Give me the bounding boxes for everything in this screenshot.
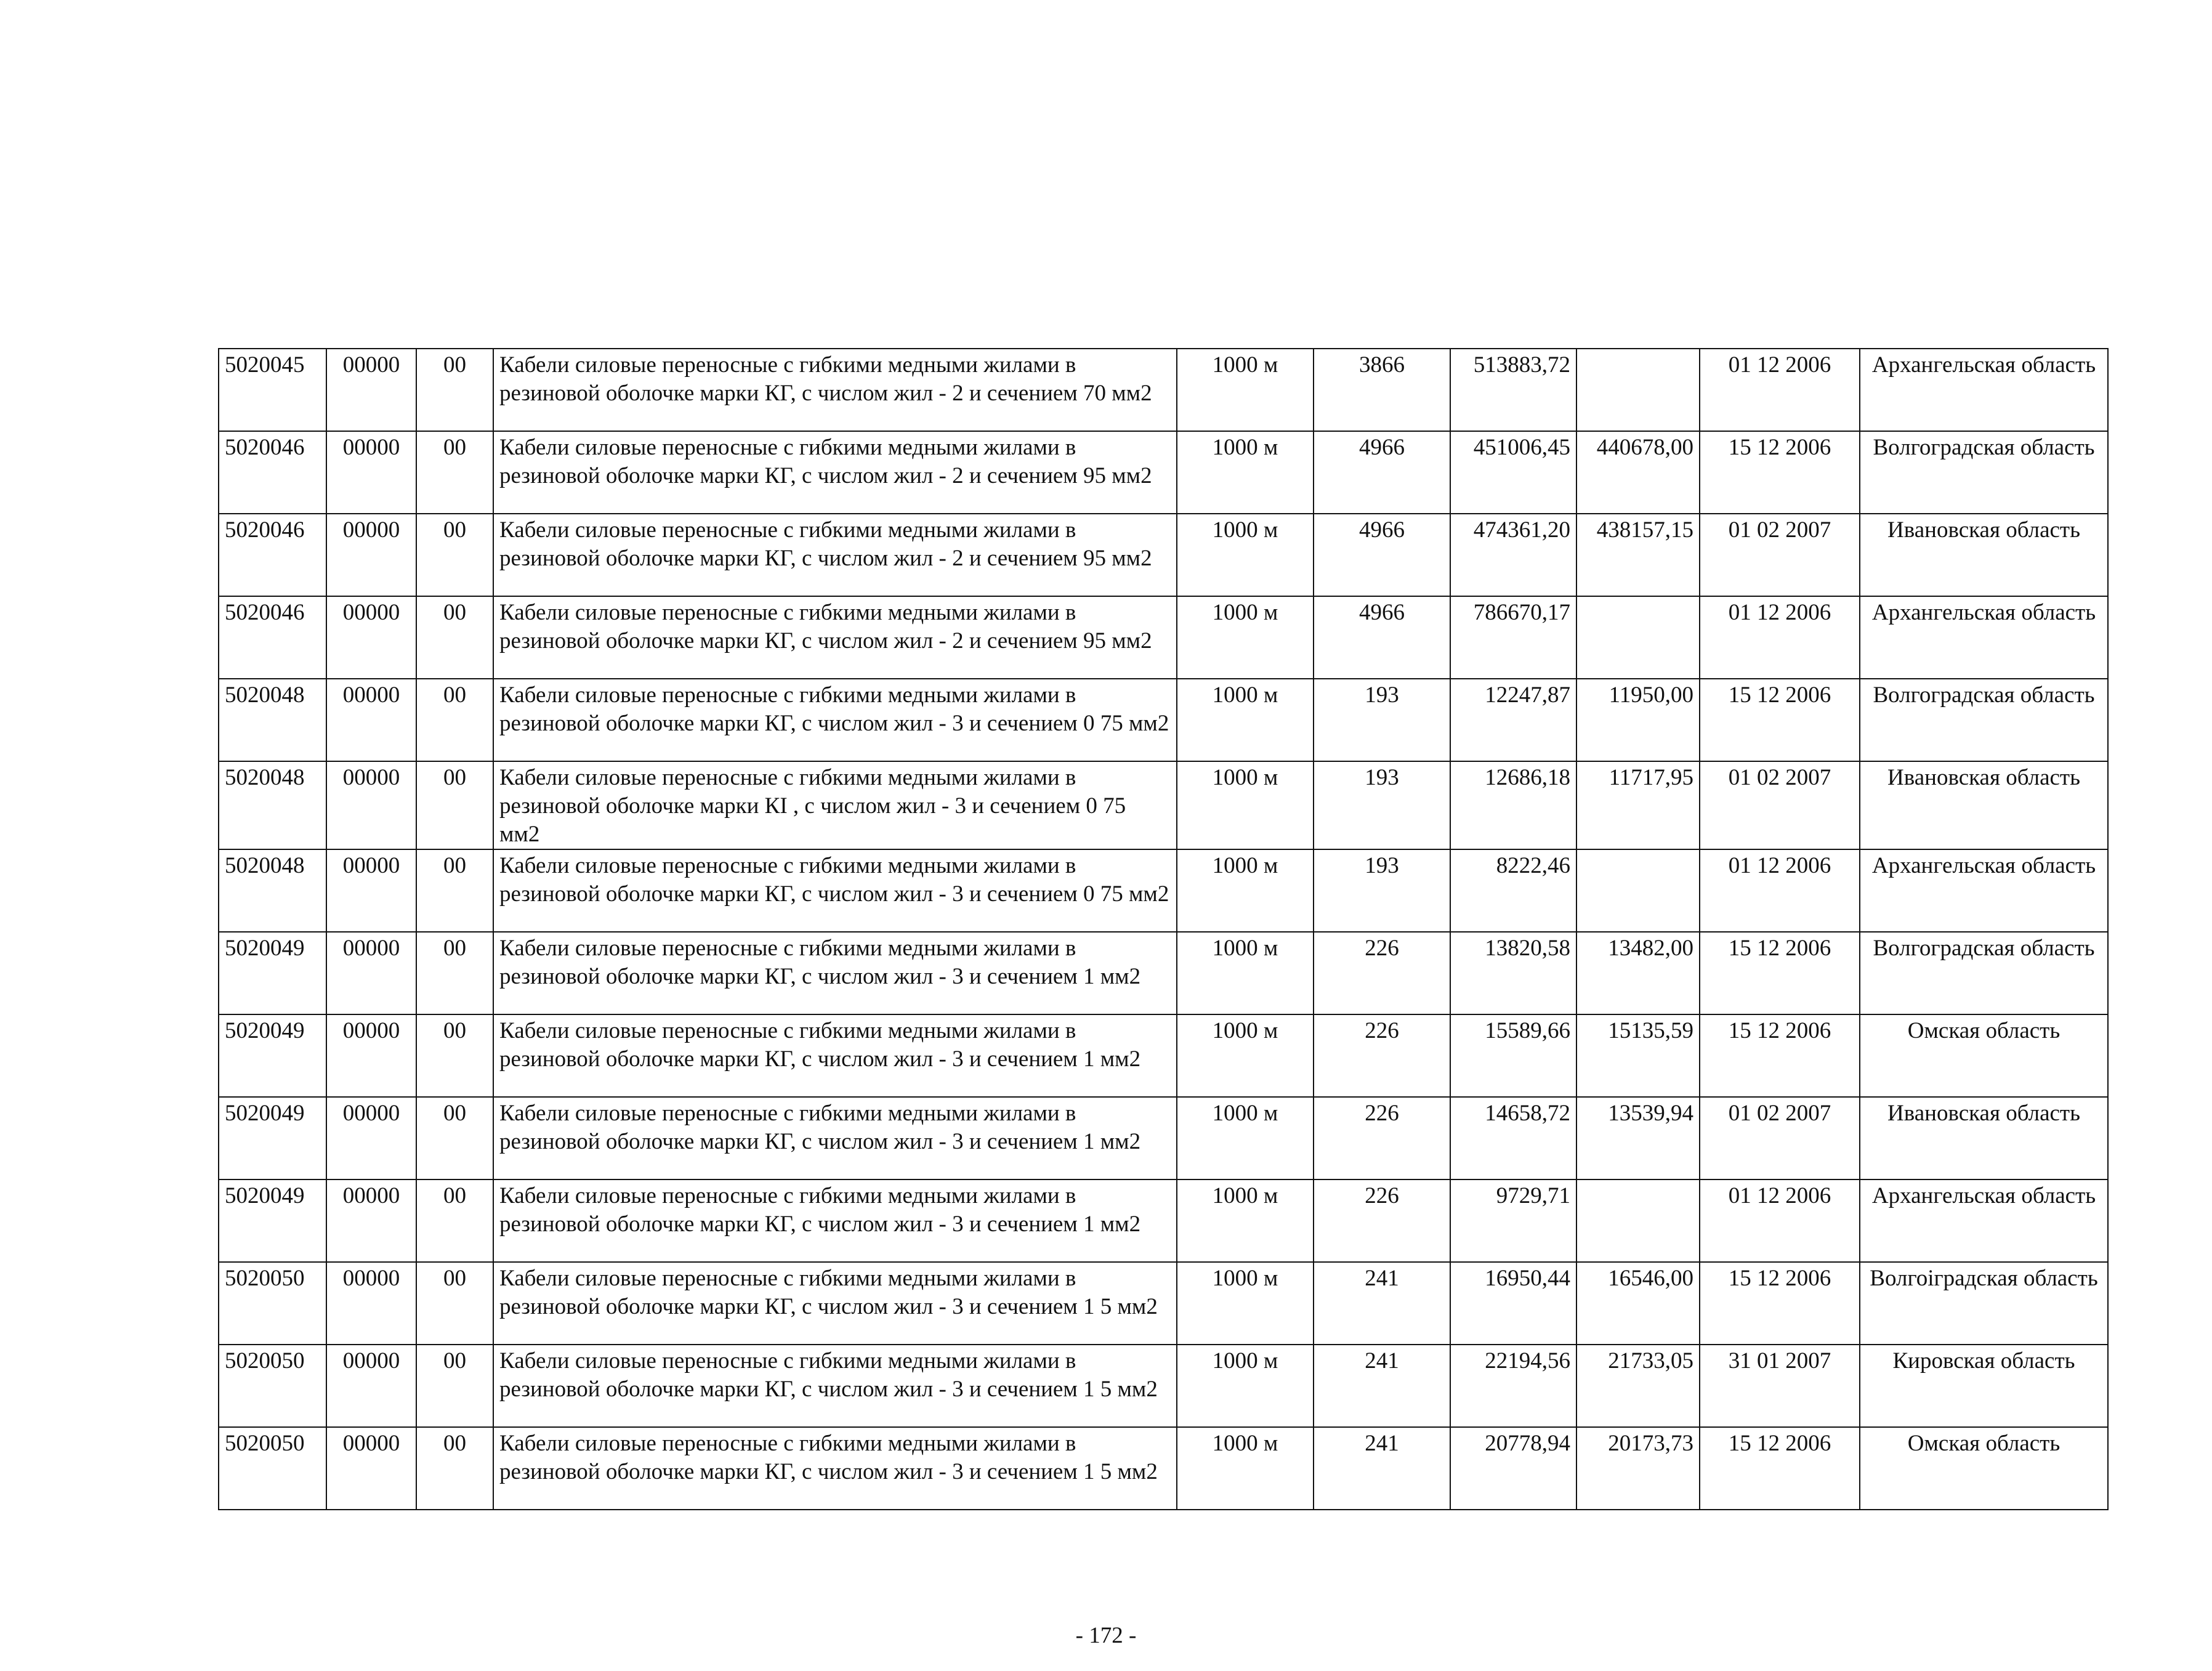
code-cell: 5020048 [219, 679, 326, 761]
subcode-cell: 00000 [326, 1345, 416, 1427]
unit-cell: 1000 м [1177, 349, 1314, 431]
region-cell: Архангельская область [1860, 849, 2108, 932]
amount-cell: 786670,17 [1450, 596, 1576, 679]
table-row [219, 932, 2108, 1014]
unit-cell: 1000 м [1177, 1179, 1314, 1262]
subcode2-cell: 00 [416, 1427, 493, 1510]
subcode-cell: 00000 [326, 1097, 416, 1179]
subcode-cell: 00000 [326, 761, 416, 849]
region-cell: Архангельская область [1860, 596, 2108, 679]
unit-cell: 1000 м [1177, 1262, 1314, 1345]
quantity-cell: 193 [1314, 849, 1450, 932]
amount-cell: 9729,71 [1450, 1179, 1576, 1262]
quantity-cell: 4966 [1314, 514, 1450, 596]
region-cell: Архангельская область [1860, 1179, 2108, 1262]
amount2-cell [1576, 349, 1700, 431]
date-cell: 15 12 2006 [1700, 1014, 1860, 1097]
amount2-cell: 21733,05 [1576, 1345, 1700, 1427]
table-row [219, 1097, 2108, 1179]
subcode2-cell: 00 [416, 1345, 493, 1427]
code-cell: 5020049 [219, 1179, 326, 1262]
code-cell: 5020049 [219, 1097, 326, 1179]
code-cell: 5020049 [219, 932, 326, 1014]
amount-cell: 8222,46 [1450, 849, 1576, 932]
code-cell: 5020050 [219, 1262, 326, 1345]
date-cell: 15 12 2006 [1700, 1427, 1860, 1510]
name-cell: Кабели силовые переносные с гибкими медными жилами в резиновой оболочке марки КГ, с числом жил - 3 и сечением 1 5 мм2 [493, 1427, 1177, 1510]
subcode2-cell: 00 [416, 431, 493, 514]
table-row [219, 1345, 2108, 1427]
unit-cell: 1000 м [1177, 849, 1314, 932]
subcode2-cell: 00 [416, 596, 493, 679]
subcode-cell: 00000 [326, 849, 416, 932]
unit-cell: 1000 м [1177, 1097, 1314, 1179]
subcode-cell: 00000 [326, 679, 416, 761]
region-cell: Омская область [1860, 1014, 2108, 1097]
amount-cell: 513883,72 [1450, 349, 1576, 431]
subcode2-cell: 00 [416, 349, 493, 431]
table-row [219, 761, 2108, 849]
amount2-cell [1576, 1179, 1700, 1262]
quantity-cell: 226 [1314, 1179, 1450, 1262]
amount-cell: 15589,66 [1450, 1014, 1576, 1097]
name-cell: Кабели силовые переносные с гибкими медными жилами в резиновой оболочке марки КГ, с числом жил - 3 и сечением 1 мм2 [493, 932, 1177, 1014]
code-cell: 5020050 [219, 1427, 326, 1510]
code-cell: 5020048 [219, 761, 326, 849]
subcode-cell: 00000 [326, 349, 416, 431]
name-cell: Кабели силовые переносные с гибкими медными жилами в резиновой оболочке марки КГ, с числом жил - 3 и сечением 1 мм2 [493, 1179, 1177, 1262]
subcode2-cell: 00 [416, 761, 493, 849]
quantity-cell: 241 [1314, 1427, 1450, 1510]
region-cell: Омская область [1860, 1427, 2108, 1510]
code-cell: 5020046 [219, 596, 326, 679]
amount2-cell: 15135,59 [1576, 1014, 1700, 1097]
name-cell: Кабели силовые переносные с гибкими медными жилами в резиновой оболочке марки КГ, с числом жил - 2 и сечением 70 мм2 [493, 349, 1177, 431]
subcode-cell: 00000 [326, 1427, 416, 1510]
region-cell: Волгоградская область [1860, 431, 2108, 514]
code-cell: 5020050 [219, 1345, 326, 1427]
table-row [219, 596, 2108, 679]
amount2-cell: 438157,15 [1576, 514, 1700, 596]
subcode-cell: 00000 [326, 932, 416, 1014]
unit-cell: 1000 м [1177, 1345, 1314, 1427]
region-cell: Ивановская область [1860, 1097, 2108, 1179]
amount2-cell: 13482,00 [1576, 932, 1700, 1014]
name-cell: Кабели силовые переносные с гибкими медными жилами в резиновой оболочке марки КI , с числом жил - 3 и сечением 0 75 мм2 [493, 761, 1177, 849]
amount2-cell: 440678,00 [1576, 431, 1700, 514]
region-cell: Ивановская область [1860, 514, 2108, 596]
amount-cell: 474361,20 [1450, 514, 1576, 596]
subcode-cell: 00000 [326, 1179, 416, 1262]
unit-cell: 1000 м [1177, 431, 1314, 514]
quantity-cell: 226 [1314, 932, 1450, 1014]
data-table [218, 348, 2109, 1510]
table-body [219, 349, 2108, 1510]
date-cell: 01 02 2007 [1700, 1097, 1860, 1179]
quantity-cell: 4966 [1314, 596, 1450, 679]
region-cell: Ивановская область [1860, 761, 2108, 849]
amount2-cell: 16546,00 [1576, 1262, 1700, 1345]
name-cell: Кабели силовые переносные с гибкими медными жилами в резиновой оболочке марки КГ, с числом жил - 3 и сечением 0 75 мм2 [493, 679, 1177, 761]
code-cell: 5020049 [219, 1014, 326, 1097]
quantity-cell: 226 [1314, 1014, 1450, 1097]
name-cell: Кабели силовые переносные с гибкими медными жилами в резиновой оболочке марки КГ, с числом жил - 3 и сечением 0 75 мм2 [493, 849, 1177, 932]
amount-cell: 20778,94 [1450, 1427, 1576, 1510]
subcode2-cell: 00 [416, 1014, 493, 1097]
region-cell: Кировская область [1860, 1345, 2108, 1427]
region-cell: Волгоградская область [1860, 679, 2108, 761]
table-row [219, 1014, 2108, 1097]
quantity-cell: 241 [1314, 1262, 1450, 1345]
table-row [219, 679, 2108, 761]
unit-cell: 1000 м [1177, 679, 1314, 761]
code-cell: 5020048 [219, 849, 326, 932]
region-cell: Архангельская область [1860, 349, 2108, 431]
date-cell: 01 02 2007 [1700, 514, 1860, 596]
region-cell: Волгоіградская область [1860, 1262, 2108, 1345]
subcode2-cell: 00 [416, 1179, 493, 1262]
table-row [219, 1427, 2108, 1510]
subcode2-cell: 00 [416, 1262, 493, 1345]
date-cell: 01 12 2006 [1700, 349, 1860, 431]
subcode2-cell: 00 [416, 1097, 493, 1179]
quantity-cell: 193 [1314, 761, 1450, 849]
subcode2-cell: 00 [416, 514, 493, 596]
amount-cell: 451006,45 [1450, 431, 1576, 514]
name-cell: Кабели силовые переносные с гибкими медными жилами в резиновой оболочке марки КГ, с числом жил - 3 и сечением 1 мм2 [493, 1014, 1177, 1097]
subcode2-cell: 00 [416, 679, 493, 761]
name-cell: Кабели силовые переносные с гибкими медными жилами в резиновой оболочке марки КГ, с числом жил - 3 и сечением 1 мм2 [493, 1097, 1177, 1179]
table-row [219, 1262, 2108, 1345]
quantity-cell: 3866 [1314, 349, 1450, 431]
subcode2-cell: 00 [416, 849, 493, 932]
unit-cell: 1000 м [1177, 932, 1314, 1014]
name-cell: Кабели силовые переносные с гибкими медными жилами в резиновой оболочке марки КГ, с числом жил - 3 и сечением 1 5 мм2 [493, 1262, 1177, 1345]
page-number: - 172 - [1075, 1623, 1137, 1648]
code-cell: 5020045 [219, 349, 326, 431]
code-cell: 5020046 [219, 431, 326, 514]
name-cell: Кабели силовые переносные с гибкими медными жилами в резиновой оболочке марки КГ, с числом жил - 2 и сечением 95 мм2 [493, 514, 1177, 596]
subcode-cell: 00000 [326, 431, 416, 514]
unit-cell: 1000 м [1177, 1014, 1314, 1097]
date-cell: 01 02 2007 [1700, 761, 1860, 849]
amount2-cell: 11950,00 [1576, 679, 1700, 761]
amount2-cell [1576, 596, 1700, 679]
subcode2-cell: 00 [416, 932, 493, 1014]
date-cell: 31 01 2007 [1700, 1345, 1860, 1427]
table-row [219, 1179, 2108, 1262]
amount-cell: 13820,58 [1450, 932, 1576, 1014]
subcode-cell: 00000 [326, 596, 416, 679]
code-cell: 5020046 [219, 514, 326, 596]
subcode-cell: 00000 [326, 514, 416, 596]
date-cell: 15 12 2006 [1700, 679, 1860, 761]
amount-cell: 16950,44 [1450, 1262, 1576, 1345]
table-row [219, 431, 2108, 514]
amount-cell: 12686,18 [1450, 761, 1576, 849]
unit-cell: 1000 м [1177, 514, 1314, 596]
amount-cell: 22194,56 [1450, 1345, 1576, 1427]
amount-cell: 12247,87 [1450, 679, 1576, 761]
date-cell: 01 12 2006 [1700, 849, 1860, 932]
unit-cell: 1000 м [1177, 761, 1314, 849]
subcode-cell: 00000 [326, 1262, 416, 1345]
quantity-cell: 226 [1314, 1097, 1450, 1179]
name-cell: Кабели силовые переносные с гибкими медными жилами в резиновой оболочке марки КГ, с числом жил - 2 и сечением 95 мм2 [493, 596, 1177, 679]
amount2-cell [1576, 849, 1700, 932]
date-cell: 01 12 2006 [1700, 1179, 1860, 1262]
quantity-cell: 241 [1314, 1345, 1450, 1427]
name-cell: Кабели силовые переносные с гибкими медными жилами в резиновой оболочке марки КГ, с числом жил - 3 и сечением 1 5 мм2 [493, 1345, 1177, 1427]
table-row [219, 514, 2108, 596]
region-cell: Волгоградская область [1860, 932, 2108, 1014]
table-row [219, 849, 2108, 932]
amount2-cell: 13539,94 [1576, 1097, 1700, 1179]
date-cell: 15 12 2006 [1700, 1262, 1860, 1345]
table-row [219, 349, 2108, 431]
quantity-cell: 4966 [1314, 431, 1450, 514]
amount2-cell: 20173,73 [1576, 1427, 1700, 1510]
quantity-cell: 193 [1314, 679, 1450, 761]
date-cell: 01 12 2006 [1700, 596, 1860, 679]
subcode-cell: 00000 [326, 1014, 416, 1097]
amount-cell: 14658,72 [1450, 1097, 1576, 1179]
date-cell: 15 12 2006 [1700, 431, 1860, 514]
amount2-cell: 11717,95 [1576, 761, 1700, 849]
name-cell: Кабели силовые переносные с гибкими медными жилами в резиновой оболочке марки КГ, с числом жил - 2 и сечением 95 мм2 [493, 431, 1177, 514]
unit-cell: 1000 м [1177, 596, 1314, 679]
date-cell: 15 12 2006 [1700, 932, 1860, 1014]
unit-cell: 1000 м [1177, 1427, 1314, 1510]
